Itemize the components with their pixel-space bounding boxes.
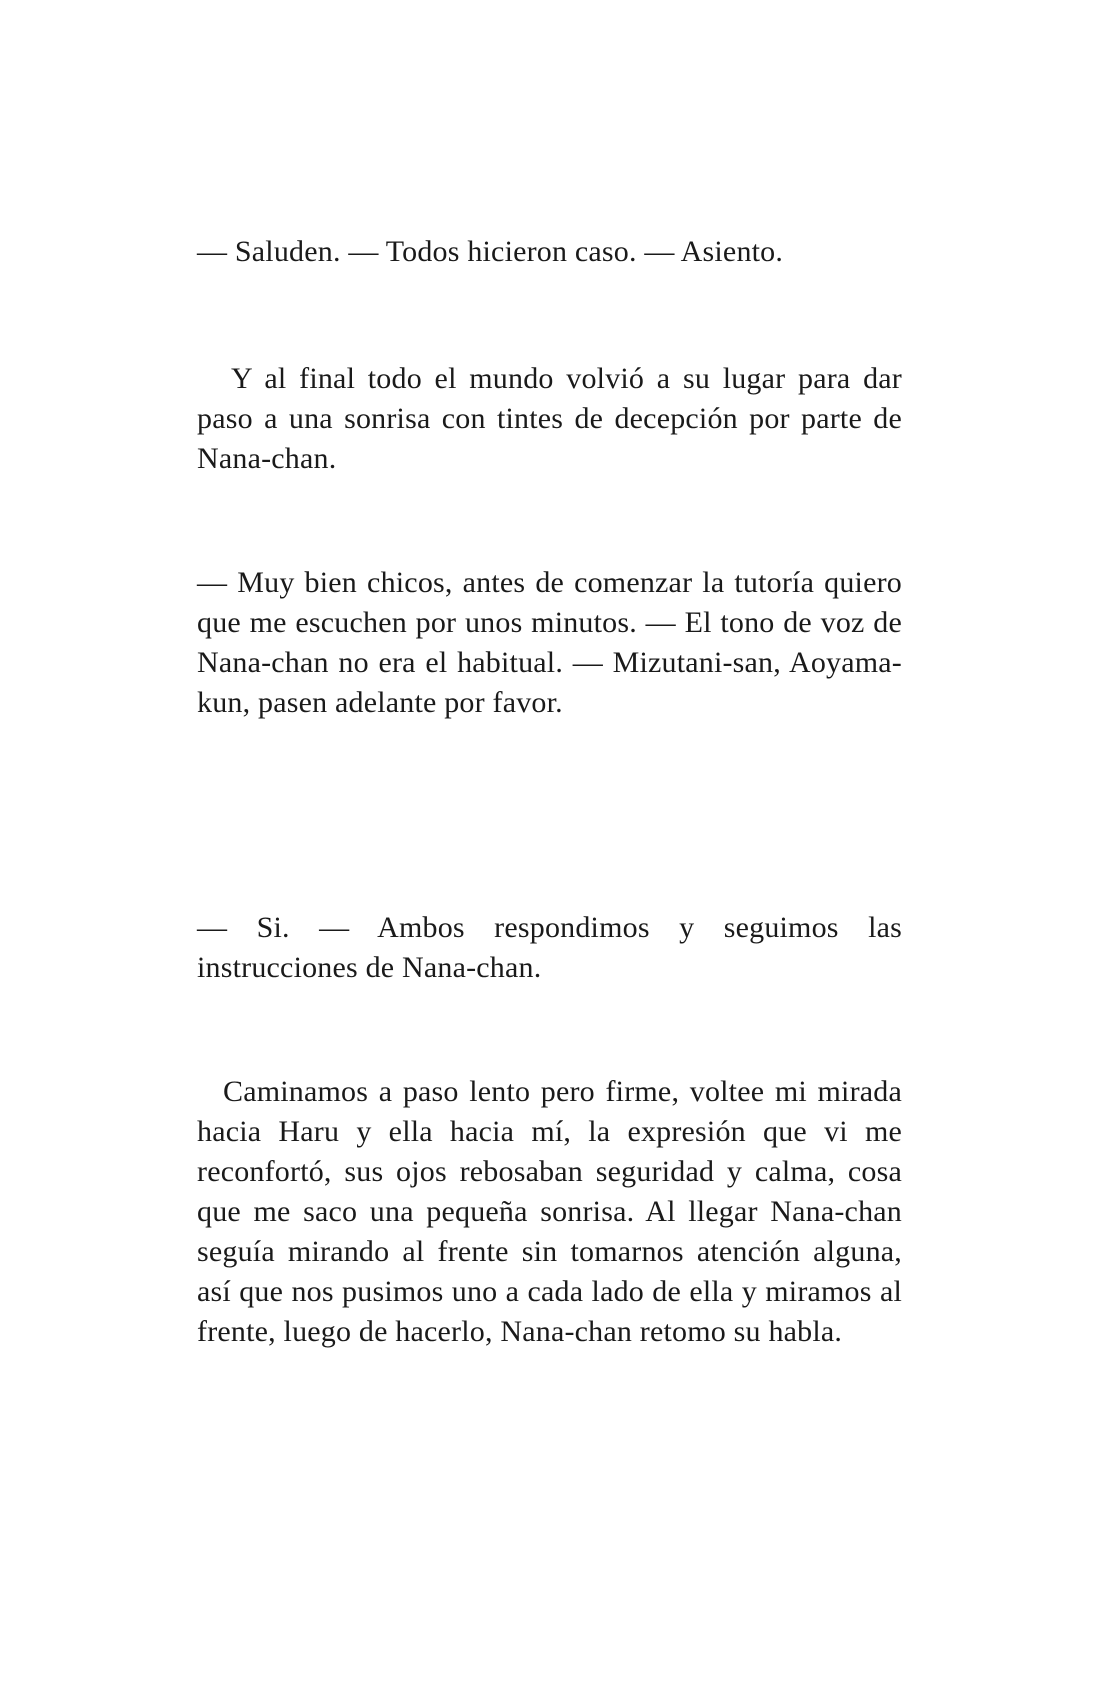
paragraph-response: — Si. — Ambos respondimos y seguimos las instrucciones de Nana-chan. bbox=[197, 911, 902, 984]
paragraph-greeting: — Saluden. — Todos hicieron caso. — Asiento. bbox=[197, 235, 784, 268]
paragraph-walk-forward: Caminamos a paso lento pero firme, voltee mi mirada hacia Haru y ella hacia mí, la expresión que vi me reconfortó, sus ojos rebosaban seguridad y calma, cosa que me saco una pequeña sonrisa. Al llegar Nana-chan seguía mirando al frente sin tomarnos atención alguna, así que nos pusimos uno a cada lado de ella y miramos al frente, luego de hacerlo, Nana-chan retomo su habla. bbox=[197, 1075, 902, 1348]
paragraph-teacher-request: — Muy bien chicos, antes de comenzar la tutoría quiero que me escuchen por unos minutos. — El tono de voz de Nana-chan no era el habitual. — Mizutani-san, Aoyama-kun, pasen adelante por favor. bbox=[197, 566, 902, 719]
paragraph-return-to-seats: Y al final todo el mundo volvió a su lugar para dar paso a una sonrisa con tintes de decepción por parte de Nana-chan. bbox=[197, 362, 902, 475]
